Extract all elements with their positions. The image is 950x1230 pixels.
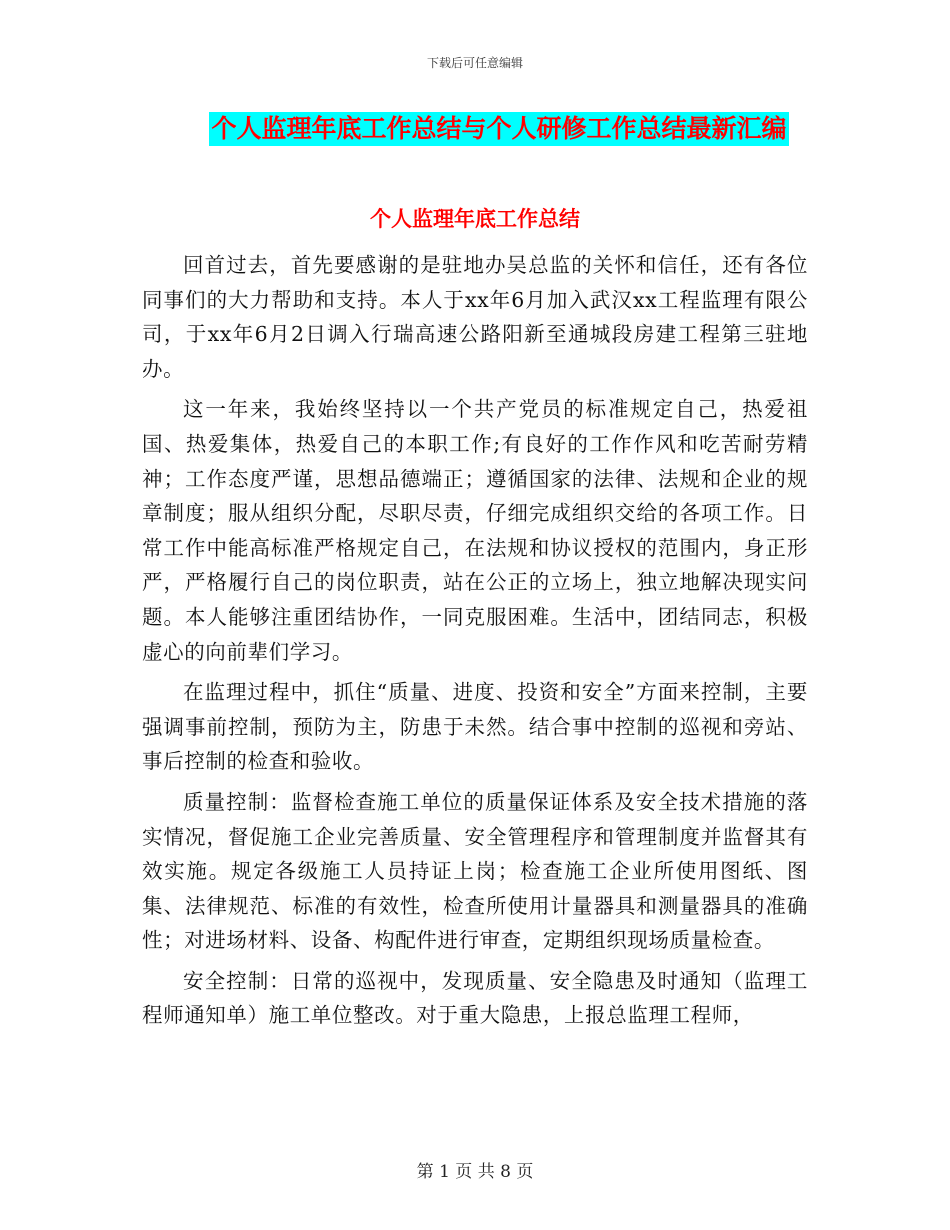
paragraph: 在监理过程中，抓住“质量、进度、投资和安全”方面来控制，主要强调事前控制，预防为主，防患于未然。结合事中控制的巡视和旁站、事后控制的检查和验收。	[142, 680, 808, 774]
section-title: 个人监理年底工作总结	[370, 207, 580, 231]
page-footer: 第 1 页 共 8 页	[416, 1162, 534, 1182]
main-title-container	[0, 112, 950, 146]
paragraph: 安全控制：日常的巡视中，发现质量、安全隐患及时通知（监理工程师通知单）施工单位整改。对于重大隐患，上报总监理工程师，	[142, 968, 808, 1028]
paragraph: 这一年来，我始终坚持以一个共产党员的标准规定自己，热爱祖国、热爱集体，热爱自己的本职工作;有良好的工作作风和吃苦耐劳精神；工作态度严谨，思想品德端正；遵循国家的法律、法规和企业的规章制度；服从组织分配，尽职尽责，仔细完成组织交给的各项工作。日常工作中能高标准严格规定自己，在法规和协议授权的范围内，身正形严，严格履行自己的岗位职责，站在公正的立场上，独立地解决现实问题。本人能够注重团结协作，一同克服困难。生活中，团结同志，积极虚心的向前辈们学习。	[142, 397, 808, 664]
document-body	[142, 248, 808, 1039]
document-title: 个人监理年底工作总结与个人研修工作总结最新汇编	[209, 112, 788, 146]
paragraph: 回首过去，首先要感谢的是驻地办吴总监的关怀和信任，还有各位同事们的大力帮助和支持。本人于xx年6月加入武汉xx工程监理有限公司，于xx年6月2日调入行瑞高速公路阳新至通城段房建工程第三驻地办。	[142, 253, 808, 381]
header-note: 下载后可任意编辑	[426, 56, 523, 70]
paragraph: 质量控制：监督检查施工单位的质量保证体系及安全技术措施的落实情况，督促施工企业完善质量、安全管理程序和管理制度并监督其有效实施。规定各级施工人员持证上岗；检查施工企业所使用图纸、图集、法律规范、标准的有效性，检查所使用计量器具和测量器具的准确性；对进场材料、设备、构配件进行审查，定期组织现场质量检查。	[142, 789, 808, 953]
